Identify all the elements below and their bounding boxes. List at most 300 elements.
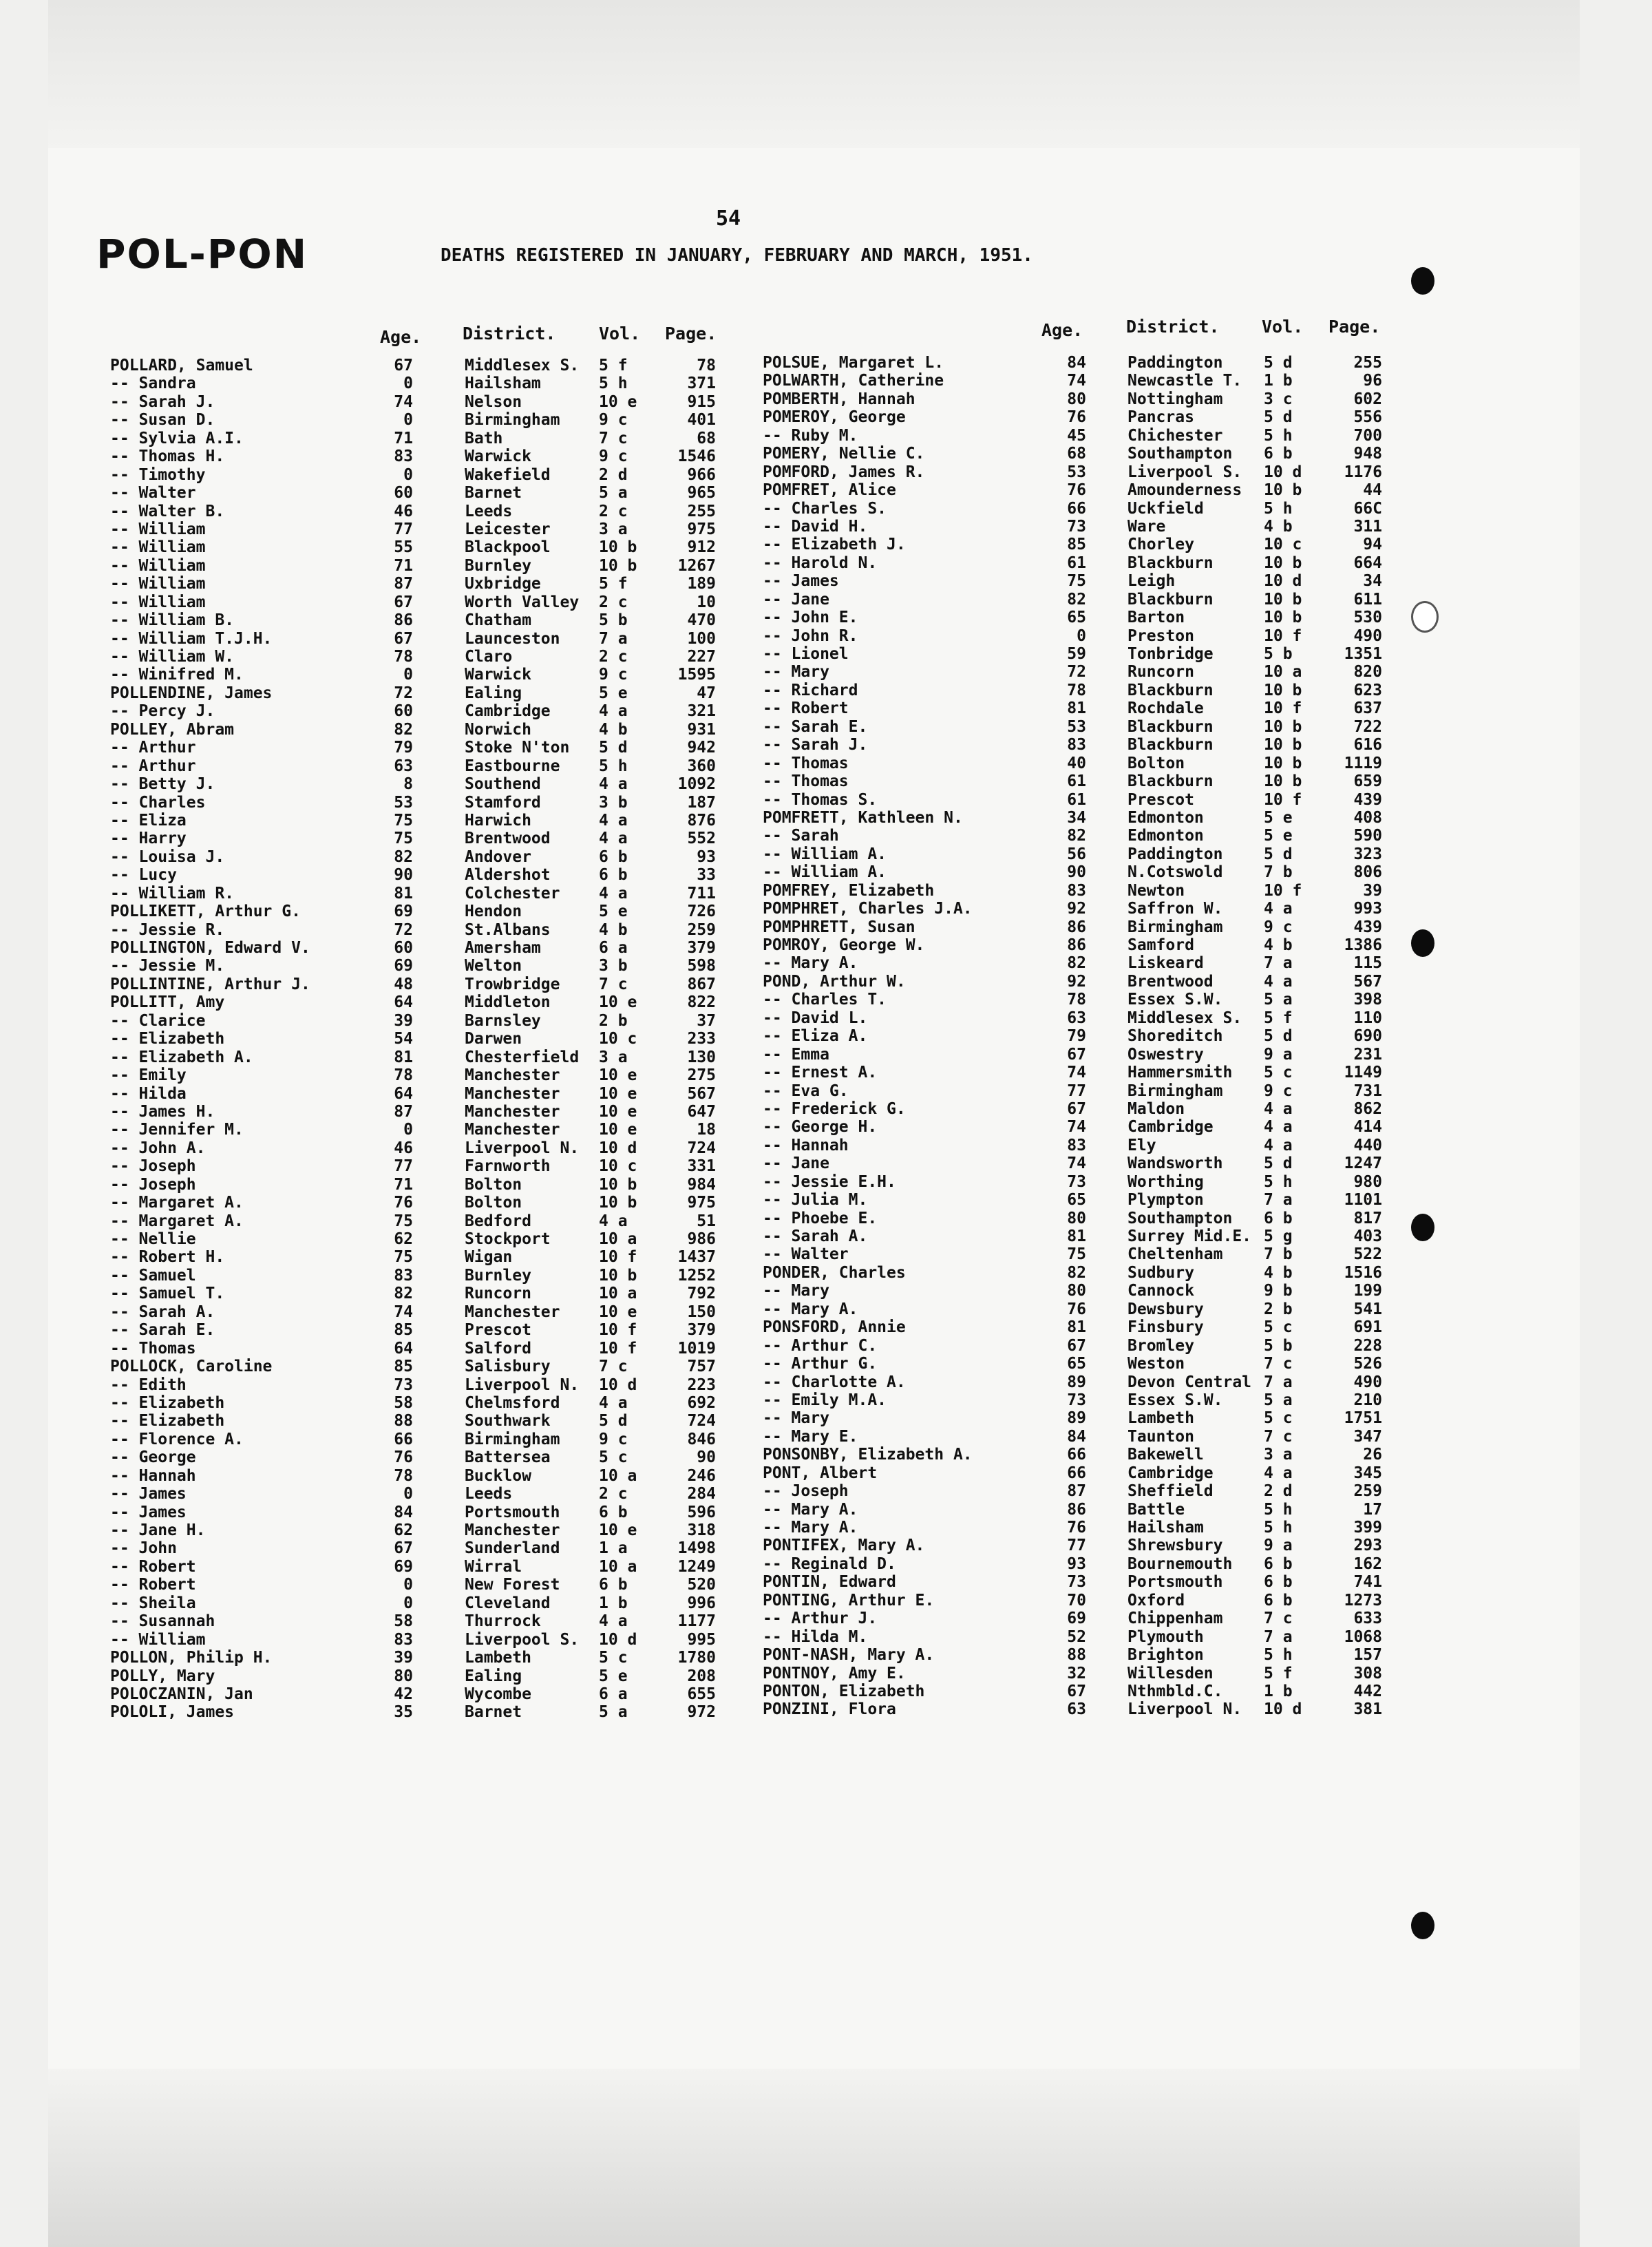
entry-name: PONZINI, Flora [763,1700,896,1719]
entry-age: 74 [1067,372,1086,390]
entry-volume: 6 b [599,847,628,866]
entry-page: 700 [1353,426,1382,445]
entry-name: -- Louisa J. [110,847,225,866]
entry-volume: 10 f [1264,881,1302,900]
register-entry [110,1394,723,1412]
register-entry [110,684,723,702]
entry-volume: 3 b [599,793,628,812]
register-entry [110,411,723,429]
entry-district: Blackburn [1127,553,1214,572]
left-header-page: Page. [665,324,717,344]
entry-age: 82 [394,1285,413,1303]
entry-page: 210 [1353,1391,1382,1409]
entry-age: 84 [394,1503,413,1521]
register-entry [763,518,1389,536]
entry-page: 275 [687,1066,716,1085]
entry-volume: 10 a [599,1230,637,1248]
entry-page: 520 [687,1576,716,1594]
entry-district: Liverpool N. [465,1139,580,1157]
entry-district: Sudbury [1127,1263,1194,1282]
entry-district: Chippenham [1127,1610,1223,1628]
entry-page: 995 [687,1630,716,1649]
entry-page: 439 [1353,918,1382,936]
register-entry [763,1082,1389,1100]
entry-page: 33 [697,866,716,885]
entry-name: POMFRETT, Kathleen N. [763,808,963,827]
entry-page: 308 [1353,1664,1382,1682]
entry-age: 83 [394,1266,413,1285]
entry-volume: 5 f [1264,1664,1293,1682]
entry-name: -- William B. [110,611,235,630]
entry-volume: 6 b [1264,1554,1293,1573]
entry-age: 34 [1067,808,1086,827]
register-entry [763,1137,1389,1154]
entry-volume: 1 b [1264,1682,1293,1700]
entry-age: 67 [1067,1682,1086,1700]
entry-district: Saffron W. [1127,900,1223,918]
scan-bottom-margin [0,2069,1652,2247]
entry-name: -- Jennifer M. [110,1121,244,1139]
register-entry [763,1264,1389,1282]
entry-age: 68 [1067,445,1086,463]
entry-name: -- Jane H. [110,1521,206,1539]
register-entry [763,1027,1389,1045]
register-entry [763,1227,1389,1245]
entry-volume: 5 b [599,611,628,630]
entry-page: 321 [687,702,716,721]
register-entry [763,609,1389,626]
entry-volume: 10 f [1264,626,1302,645]
entry-district: Aldershot [465,866,551,885]
entry-district: Taunton [1127,1427,1194,1446]
entry-volume: 2 c [599,502,628,520]
register-entry [110,775,723,793]
entry-age: 82 [394,720,413,739]
entry-district: Southampton [1127,445,1233,463]
entry-age: 67 [394,357,413,374]
entry-page: 522 [1353,1245,1382,1264]
register-entry [763,408,1389,426]
entry-district: Blackburn [1127,717,1214,736]
register-entry [110,1121,723,1139]
entry-volume: 5 h [1264,426,1293,445]
entry-page: 10 [697,593,716,611]
entry-district: St.Albans [465,920,551,939]
entry-age: 82 [1067,590,1086,609]
entry-volume: 6 b [1264,1591,1293,1610]
entry-age: 78 [394,648,413,666]
entry-age: 69 [1067,1610,1086,1628]
entry-name: -- Mary E. [763,1427,858,1446]
entry-name: -- Sarah E. [110,1321,215,1340]
entry-name: -- Arthur C. [763,1336,878,1355]
entry-page: 440 [1353,1136,1382,1154]
entry-page: 47 [697,684,716,702]
entry-volume: 10 f [599,1248,637,1267]
entry-page: 130 [687,1048,716,1066]
entry-volume: 4 a [599,1212,628,1230]
entry-age: 77 [1067,1537,1086,1555]
entry-name: POLLINTINE, Arthur J. [110,975,310,993]
entry-name: -- Jessie M. [110,957,225,975]
entry-name: -- Eliza [110,811,187,830]
register-entry [110,1157,723,1175]
register-entry [763,645,1389,663]
entry-name: -- Winifred M. [110,666,244,684]
entry-age: 79 [1067,1027,1086,1046]
entry-district: Blackburn [1127,772,1214,791]
entry-volume: 4 b [1264,517,1293,536]
entry-name: -- Thomas [763,772,849,791]
entry-name: -- Jane [763,590,829,609]
entry-age: 53 [1067,717,1086,736]
entry-age: 80 [1067,1282,1086,1300]
register-entry [110,1485,723,1503]
entry-volume: 5 c [599,1649,628,1667]
entry-page: 862 [1353,1099,1382,1118]
register-entry [110,1703,723,1721]
entry-name: -- Elizabeth J. [763,536,906,554]
entry-volume: 10 a [599,1557,637,1576]
entry-district: Lambeth [465,1649,531,1667]
register-entry [110,1267,723,1285]
entry-page: 623 [1353,681,1382,699]
entry-age: 60 [394,939,413,957]
entry-name: -- Eva G. [763,1082,849,1100]
entry-volume: 5 h [1264,1519,1293,1537]
entry-district: Portsmouth [1127,1573,1223,1592]
entry-volume: 10 c [599,1157,637,1176]
entry-age: 65 [1067,1191,1086,1210]
entry-age: 88 [1067,1646,1086,1665]
entry-name: POMEROY, George [763,408,906,427]
entry-age: 86 [1067,918,1086,936]
entry-page: 284 [687,1485,716,1504]
entry-age: 80 [1067,1209,1086,1227]
entry-page: 78 [697,357,716,374]
entry-district: Hailsham [465,374,541,393]
entry-name: -- David H. [763,517,868,536]
entry-age: 74 [1067,1064,1086,1082]
register-entry [763,1464,1389,1482]
entry-page: 1092 [677,775,716,794]
entry-district: Liskeard [1127,954,1204,973]
entry-name: -- Hannah [763,1136,849,1154]
entry-name: -- Charles [110,793,206,812]
register-entry [110,721,723,739]
entry-page: 39 [1363,881,1382,900]
register-entry [110,1576,723,1594]
entry-district: Wirral [465,1557,522,1576]
entry-district: Burnley [465,556,531,575]
register-entry [763,445,1389,463]
entry-page: 259 [687,920,716,939]
entry-age: 0 [403,666,413,684]
entry-name: -- Hannah [110,1466,196,1485]
entry-page: 867 [687,975,716,993]
entry-name: -- William T.J.H. [110,629,273,648]
entry-name: POLLIKETT, Arthur G. [110,903,301,921]
right-header-district: District. [1126,317,1220,337]
entry-volume: 5 h [599,757,628,775]
entry-volume: 10 b [1264,481,1302,500]
register-entry [110,848,723,866]
entry-volume: 5 e [1264,827,1293,845]
entry-volume: 3 a [599,520,628,538]
entry-age: 69 [394,1557,413,1576]
entry-volume: 6 b [1264,1209,1293,1227]
entry-age: 0 [403,1576,413,1594]
entry-page: 189 [687,575,716,593]
entry-district: Amounderness [1127,481,1242,500]
entry-name: -- William [110,538,206,557]
entry-age: 71 [394,429,413,447]
entry-volume: 9 c [599,411,628,430]
register-entry [763,809,1389,827]
entry-district: Stockport [465,1230,551,1248]
register-entry [763,1573,1389,1591]
entry-district: Wigan [465,1248,513,1267]
entry-age: 69 [394,903,413,921]
entry-page: 1498 [677,1539,716,1558]
entry-volume: 5 f [599,357,628,374]
entry-age: 65 [1067,609,1086,627]
entry-volume: 10 b [1264,736,1302,755]
entry-age: 67 [394,1539,413,1558]
register-entry [110,1431,723,1448]
entry-age: 84 [1067,1427,1086,1446]
entry-page: 664 [1353,553,1382,572]
entry-page: 490 [1353,626,1382,645]
entry-page: 37 [697,1011,716,1030]
entry-name: POLOCZANIN, Jan [110,1685,253,1703]
entry-page: 318 [687,1521,716,1539]
register-entry [763,863,1389,881]
entry-volume: 4 a [599,1612,628,1631]
register-entry [110,1303,723,1321]
entry-age: 78 [1067,681,1086,699]
entry-name: -- Arthur G. [763,1355,878,1373]
entry-age: 76 [1067,1300,1086,1318]
register-entry [110,503,723,520]
register-entry [763,827,1389,845]
entry-page: 371 [687,374,716,393]
entry-page: 93 [697,847,716,866]
entry-page: 655 [687,1685,716,1703]
entry-district: Manchester [465,1121,560,1139]
entry-age: 72 [394,684,413,702]
entry-district: Chichester [1127,426,1223,445]
register-entry [110,885,723,903]
register-entry [763,1537,1389,1554]
register-entry [110,393,723,411]
entry-age: 77 [394,1157,413,1176]
register-entry [110,1558,723,1576]
entry-district: Ealing [465,684,522,702]
entry-name: -- Julia M. [763,1191,868,1210]
register-entry [110,921,723,939]
register-entry [110,1649,723,1667]
register-entry [110,575,723,593]
entry-district: Southwark [465,1412,551,1431]
entry-district: Newton [1127,881,1185,900]
entry-age: 75 [394,830,413,848]
entry-page: 408 [1353,808,1382,827]
entry-district: Nthmbld.C. [1127,1682,1223,1700]
entry-age: 93 [1067,1554,1086,1573]
entry-page: 530 [1353,609,1382,627]
entry-name: -- Arthur [110,757,196,775]
entry-name: PONT-NASH, Mary A. [763,1646,935,1665]
entry-age: 0 [403,1594,413,1612]
entry-age: 58 [394,1393,413,1412]
entry-page: 379 [687,939,716,957]
entry-age: 65 [1067,1355,1086,1373]
entry-name: -- Mary [763,663,829,682]
entry-district: Shrewsbury [1127,1537,1223,1555]
entry-page: 556 [1353,408,1382,427]
register-entry [110,374,723,392]
entry-district: Worthing [1127,1172,1204,1191]
entry-district: Wakefield [465,465,551,484]
entry-district: Norwich [465,720,531,739]
entry-page: 1176 [1344,463,1382,481]
entry-page: 980 [1353,1172,1382,1191]
register-entry [110,666,723,684]
entry-name: -- Harold N. [763,553,878,572]
entry-age: 40 [1067,754,1086,772]
entry-age: 63 [394,757,413,775]
entry-age: 76 [394,1448,413,1467]
entry-age: 89 [1067,1373,1086,1391]
entry-district: Salford [465,1339,531,1358]
entry-district: Barnet [465,484,522,503]
register-entry [110,939,723,957]
entry-name: -- Mary [763,1282,829,1300]
entry-district: Shoreditch [1127,1027,1223,1046]
entry-age: 75 [394,811,413,830]
entry-age: 64 [394,1084,413,1103]
entry-district: Farnworth [465,1157,551,1176]
entry-district: Bakewell [1127,1446,1204,1464]
entry-volume: 5 h [1264,1646,1293,1665]
entry-page: 293 [1353,1537,1382,1555]
entry-district: Cheltenham [1127,1245,1223,1264]
register-entry [763,536,1389,553]
entry-district: Bromley [1127,1336,1194,1355]
entry-page: 66C [1353,499,1382,518]
entry-age: 92 [1067,900,1086,918]
entry-district: Hendon [465,903,522,921]
entry-age: 76 [1067,481,1086,500]
entry-volume: 9 c [1264,1082,1293,1100]
entry-name: PONTING, Arthur E. [763,1591,935,1610]
entry-district: Essex S.W. [1127,1391,1223,1409]
entry-name: -- Charlotte A. [763,1373,906,1391]
entry-name: -- Phoebe E. [763,1209,878,1227]
entry-district: Ely [1127,1136,1156,1154]
punch-hole-mark [1411,267,1434,295]
entry-district: Barnet [465,1703,522,1722]
entry-page: 567 [687,1084,716,1103]
entry-page: 1252 [677,1266,716,1285]
entry-volume: 5 b [1264,1336,1293,1355]
register-entry [110,1230,723,1248]
register-entry [763,1391,1389,1409]
entry-volume: 5 d [599,739,628,757]
register-entry [763,973,1389,991]
entry-age: 80 [394,1667,413,1685]
entry-name: -- Emma [763,1045,829,1064]
entry-volume: 10 a [1264,663,1302,682]
entry-age: 35 [394,1703,413,1722]
register-entry [763,572,1389,590]
entry-name: -- Emily M.A. [763,1391,887,1409]
entry-name: -- Edith [110,1375,187,1394]
entry-name: -- Charles T. [763,991,887,1009]
entry-page: 1267 [677,556,716,575]
register-entry [763,1592,1389,1610]
page-number: 54 [716,207,741,231]
entry-name: -- Joseph [763,1482,849,1501]
entry-age: 8 [403,775,413,794]
register-entry [110,812,723,830]
entry-district: Nelson [465,392,522,411]
entry-name: -- Thomas [763,754,849,772]
entry-volume: 2 b [1264,1300,1293,1318]
entry-volume: 4 a [1264,1099,1293,1118]
entry-volume: 5 a [1264,1391,1293,1409]
entry-page: 259 [1353,1482,1382,1501]
entry-age: 39 [394,1011,413,1030]
entry-name: -- Eliza A. [763,1027,868,1046]
entry-name: -- Ruby M. [763,426,858,445]
entry-district: Surrey Mid.E. [1127,1227,1252,1245]
register-entry [763,372,1389,390]
entry-age: 64 [394,1339,413,1358]
entry-volume: 6 b [599,1576,628,1594]
entry-district: Manchester [465,1084,560,1103]
entry-volume: 2 c [599,648,628,666]
entry-page: 817 [1353,1209,1382,1227]
entry-volume: 10 b [1264,553,1302,572]
entry-page: 996 [687,1594,716,1612]
entry-volume: 5 a [599,484,628,503]
entry-volume: 10 f [1264,790,1302,809]
entry-name: -- Thomas S. [763,790,878,809]
entry-volume: 10 d [599,1630,637,1649]
entry-page: 541 [1353,1300,1382,1318]
entry-district: Chelmsford [465,1393,560,1412]
entry-name: -- Mary A. [763,1519,858,1537]
entry-district: Maldon [1127,1099,1185,1118]
scan-right-margin [1580,0,1652,2247]
register-entry [110,557,723,575]
entry-page: 912 [687,538,716,557]
entry-volume: 7 c [599,429,628,447]
entry-page: 986 [687,1230,716,1248]
entry-name: -- Jane [763,1154,829,1173]
register-entry [110,1685,723,1703]
entry-page: 724 [687,1139,716,1157]
entry-page: 647 [687,1102,716,1121]
register-entry [110,1012,723,1030]
entry-volume: 10 e [599,392,637,411]
entry-volume: 4 a [1264,1136,1293,1154]
register-entry [110,1066,723,1084]
entry-name: -- Sarah J. [110,392,215,411]
register-entry [110,593,723,611]
